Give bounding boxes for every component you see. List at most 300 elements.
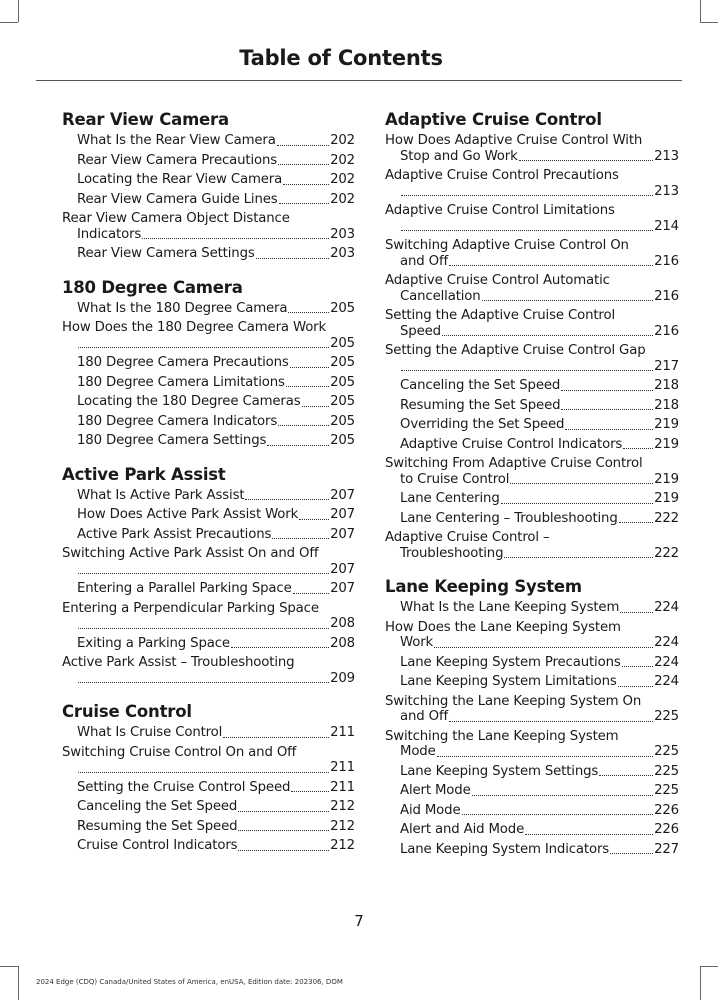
dot-leader [291, 790, 329, 792]
dot-leader [142, 237, 329, 239]
entry-title-line: 180 Degree Camera Limitations [77, 374, 285, 390]
entry-leader-row [77, 414, 355, 430]
entry-page-number: 207 [330, 507, 355, 522]
dot-leader [238, 829, 329, 831]
entry-leader-row [400, 600, 679, 616]
entry-leader-row [77, 488, 355, 504]
dot-leader [78, 627, 329, 629]
entry-page-number: 219 [654, 436, 679, 452]
entry-page-number: 224 [654, 635, 679, 650]
entry-page-number: 205 [330, 355, 355, 370]
entry-page-number: 216 [654, 323, 679, 339]
toc-entry[interactable] [62, 601, 355, 632]
entry-title-line: Exiting a Parking Space [77, 635, 230, 651]
entry-leader-row [400, 635, 679, 651]
entry-page-number: 214 [654, 218, 679, 234]
entry-leader-row [77, 355, 355, 371]
dot-leader [78, 681, 329, 683]
dot-leader [401, 369, 653, 371]
toc-entry[interactable] [385, 168, 679, 199]
entry-page-number: 212 [330, 799, 355, 814]
entry-leader-row [77, 227, 355, 243]
dot-leader [78, 346, 329, 348]
toc-entry[interactable] [385, 803, 679, 819]
dot-leader [245, 498, 329, 500]
entry-title-line: Alert and Aid Mode [400, 822, 525, 837]
entry-title-line: Work [400, 635, 434, 650]
dot-leader [565, 428, 653, 430]
toc-entry[interactable] [62, 433, 355, 449]
entry-title-line: Setting the Cruise Control Speed [77, 779, 291, 795]
entry-title-line: Setting the Adaptive Cruise Control [385, 308, 615, 323]
entry-leader-row [400, 437, 679, 453]
dot-leader [401, 194, 653, 196]
entry-page-number: 225 [654, 744, 679, 759]
entry-page-number: 225 [654, 783, 679, 798]
entry-page-number: 207 [330, 561, 355, 577]
dot-leader [299, 518, 329, 520]
entry-leader-row [400, 546, 679, 562]
entry-title-line: Lane Keeping System Limitations [400, 674, 617, 689]
crop-mark-bottom-right [700, 966, 718, 967]
toc-entry[interactable] [62, 375, 355, 391]
entry-page-number: 205 [330, 413, 355, 429]
entry-page-number: 211 [330, 760, 355, 775]
dot-leader [238, 849, 329, 851]
toc-entry[interactable] [385, 491, 679, 507]
entry-leader-row [77, 133, 355, 149]
entry-leader-row [400, 219, 679, 235]
dot-leader [290, 366, 329, 368]
dot-leader [277, 144, 329, 146]
entry-page-number: 203 [330, 246, 355, 261]
toc-entry[interactable] [385, 620, 679, 651]
toc-entry[interactable] [62, 355, 355, 371]
dot-leader [283, 183, 329, 185]
entry-leader-row [77, 394, 355, 410]
entry-leader-row [400, 149, 679, 165]
entry-page-number: 202 [330, 191, 355, 207]
dot-leader [437, 755, 653, 757]
entry-leader-row [400, 744, 679, 760]
entry-page-number: 222 [654, 545, 679, 561]
entry-leader-row [77, 760, 355, 776]
dot-leader [401, 229, 653, 231]
dot-leader [620, 611, 653, 613]
entry-title-line: Rear View Camera Guide Lines [77, 191, 278, 207]
entry-page-number: 213 [654, 148, 679, 164]
dot-leader [293, 592, 329, 594]
entry-title-line: and Off [400, 253, 449, 269]
toc-entry[interactable] [62, 581, 355, 597]
dot-leader [231, 646, 329, 648]
toc-entry[interactable] [62, 211, 355, 242]
dot-leader [462, 813, 654, 815]
dot-leader [449, 264, 653, 266]
entry-title-line: How Does Adaptive Cruise Control With [385, 133, 643, 148]
toc-entry[interactable] [62, 819, 355, 835]
entry-title-line: Resuming the Set Speed [77, 818, 238, 834]
toc-entry[interactable] [62, 546, 355, 577]
entry-title-line: 180 Degree Camera Precautions [77, 355, 289, 370]
entry-page-number: 224 [654, 600, 679, 615]
toc-entry[interactable] [385, 511, 679, 527]
toc-entry[interactable] [62, 745, 355, 776]
entry-leader-row [77, 780, 355, 796]
dot-leader [78, 771, 329, 773]
entry-leader-row [77, 336, 355, 352]
section-heading: Adaptive Cruise Control [385, 110, 602, 129]
toc-entry[interactable] [62, 799, 355, 815]
dot-leader [618, 685, 653, 687]
entry-leader-row [400, 655, 679, 671]
entry-title-line: Cancellation [400, 288, 481, 304]
entry-title-line: Adaptive Cruise Control Limitations [385, 203, 615, 218]
page-number: 7 [354, 912, 364, 930]
crop-mark-top-left-v [18, 0, 19, 22]
dot-leader [434, 646, 653, 648]
toc-entry[interactable] [385, 398, 679, 414]
toc-entry[interactable] [385, 674, 679, 690]
dot-leader [610, 852, 653, 854]
entry-title-line: Switching Cruise Control On and Off [62, 744, 297, 760]
entry-page-number: 212 [330, 838, 355, 853]
entry-title-line: Active Park Assist Precautions [77, 526, 272, 542]
entry-title-line: What Is the Rear View Camera [77, 133, 276, 148]
entry-title-line: Entering a Parallel Parking Space [77, 581, 292, 596]
entry-leader-row [77, 581, 355, 597]
entry-leader-row [77, 433, 355, 449]
toc-entry[interactable] [62, 780, 355, 796]
entry-page-number: 218 [654, 378, 679, 393]
entry-title-line: Active Park Assist – Troubleshooting [62, 655, 295, 670]
entry-title-line: Switching the Lane Keeping System [385, 728, 619, 744]
entry-title-line: Cruise Control Indicators [77, 838, 238, 853]
toc-entry[interactable] [62, 246, 355, 262]
dot-leader [267, 444, 329, 446]
entry-title-line: How Does Active Park Assist Work [77, 507, 299, 522]
dot-leader [525, 833, 653, 835]
dot-leader [619, 521, 653, 523]
entry-leader-row [400, 709, 679, 725]
entry-title-line: Mode [400, 744, 436, 759]
entry-leader-row [77, 616, 355, 632]
toc-entry[interactable] [62, 414, 355, 430]
entry-title-line: and Off [400, 709, 449, 724]
crop-mark-bottom-left-v [18, 966, 19, 1000]
crop-mark-bottom-left [0, 966, 18, 967]
entry-page-number: 213 [654, 183, 679, 199]
entry-page-number: 226 [654, 822, 679, 837]
entry-leader-row [400, 674, 679, 690]
entry-leader-row [400, 783, 679, 799]
entry-page-number: 212 [330, 818, 355, 834]
entry-leader-row [77, 671, 355, 687]
entry-page-number: 225 [654, 763, 679, 779]
entry-leader-row [400, 378, 679, 394]
toc-entry[interactable] [62, 527, 355, 543]
entry-leader-row [77, 799, 355, 815]
entry-leader-row [77, 301, 355, 317]
entry-page-number: 224 [654, 674, 679, 689]
toc-section [62, 278, 355, 449]
toc-entry[interactable] [62, 838, 355, 854]
toc-entry[interactable] [385, 694, 679, 725]
dot-leader [78, 572, 329, 574]
entry-page-number: 205 [330, 374, 355, 390]
section-heading: Lane Keeping System [385, 577, 582, 596]
dot-leader [519, 159, 653, 161]
entry-title-line: Aid Mode [400, 802, 461, 818]
entry-page-number: 202 [330, 172, 355, 187]
dot-leader [510, 482, 653, 484]
entry-leader-row [77, 819, 355, 835]
toc-entry[interactable] [385, 203, 679, 234]
entry-leader-row [77, 507, 355, 523]
entry-title-line: Troubleshooting [400, 545, 504, 561]
entry-page-number: 205 [330, 394, 355, 409]
toc-entry[interactable] [62, 301, 355, 317]
dot-leader [501, 502, 653, 504]
toc-entry[interactable] [385, 417, 679, 433]
dot-leader [272, 537, 329, 539]
toc-entry[interactable] [62, 153, 355, 169]
dot-leader [561, 408, 653, 410]
dot-leader [449, 720, 653, 722]
entry-page-number: 227 [654, 841, 679, 857]
entry-page-number: 202 [330, 152, 355, 168]
entry-leader-row [77, 172, 355, 188]
entry-title-line: Adaptive Cruise Control Automatic [385, 273, 610, 288]
entry-leader-row [400, 491, 679, 507]
entry-leader-row [400, 822, 679, 838]
entry-leader-row [400, 803, 679, 819]
entry-page-number: 205 [330, 300, 355, 316]
dot-leader [622, 665, 653, 667]
dot-leader [442, 334, 653, 336]
toc-section [385, 110, 679, 561]
toc-entry[interactable] [62, 488, 355, 504]
toc-entry[interactable] [385, 842, 679, 858]
toc-entry[interactable] [385, 437, 679, 453]
entry-title-line: Setting the Adaptive Cruise Control Gap [385, 343, 646, 358]
dot-leader [288, 311, 329, 313]
page-title: Table of Contents [239, 46, 443, 70]
dot-leader [238, 810, 329, 812]
toc-section [385, 577, 679, 857]
crop-mark-top-right-v [700, 0, 701, 22]
entry-leader-row [400, 324, 679, 340]
entry-page-number: 207 [330, 526, 355, 542]
toc-entry[interactable] [385, 378, 679, 394]
dot-leader [504, 556, 653, 558]
entry-leader-row [77, 636, 355, 652]
entry-page-number: 207 [330, 487, 355, 503]
dot-leader [302, 405, 330, 407]
entry-title-line: Lane Keeping System Settings [400, 763, 599, 779]
entry-page-number: 208 [330, 616, 355, 631]
dot-leader [286, 385, 329, 387]
entry-page-number: 222 [654, 510, 679, 526]
entry-page-number: 205 [330, 335, 355, 351]
toc-section [62, 702, 355, 854]
toc-entry[interactable] [385, 343, 679, 374]
entry-page-number: 219 [654, 471, 679, 487]
entry-title-line: to Cruise Control [400, 471, 510, 487]
toc-entry[interactable] [62, 192, 355, 208]
toc-section [62, 465, 355, 687]
entry-title-line: Lane Centering [400, 491, 500, 506]
toc-entry[interactable] [385, 729, 679, 760]
entry-title-line: How Does the 180 Degree Camera Work [62, 320, 327, 335]
dot-leader [472, 794, 653, 796]
toc-entry[interactable] [385, 822, 679, 838]
entry-title-line: What Is Active Park Assist [77, 487, 245, 503]
entry-leader-row [400, 254, 679, 270]
entry-title-line: Switching Adaptive Cruise Control On [385, 238, 629, 253]
toc-entry[interactable] [385, 655, 679, 671]
entry-leader-row [400, 511, 679, 527]
entry-page-number: 224 [654, 654, 679, 670]
dot-leader [278, 163, 329, 165]
toc-entry[interactable] [62, 133, 355, 149]
dot-leader [482, 299, 654, 301]
entry-page-number: 226 [654, 802, 679, 818]
entry-title-line: Rear View Camera Object Distance [62, 211, 290, 226]
entry-leader-row [77, 838, 355, 854]
entry-title-line: Alert Mode [400, 783, 471, 798]
entry-page-number: 219 [654, 491, 679, 506]
entry-page-number: 217 [654, 358, 679, 374]
entry-title-line: Lane Keeping System Precautions [400, 654, 621, 670]
entry-leader-row [400, 359, 679, 375]
entry-title-line: How Does the Lane Keeping System [385, 619, 621, 635]
entry-leader-row [400, 398, 679, 414]
toc-entry[interactable] [62, 725, 355, 741]
entry-title-line: Indicators [77, 226, 142, 242]
toc-entry[interactable] [62, 320, 355, 351]
entry-leader-row [400, 184, 679, 200]
entry-page-number: 209 [330, 670, 355, 686]
entry-leader-row [77, 375, 355, 391]
entry-leader-row [400, 289, 679, 305]
entry-title-line: Canceling the Set Speed [400, 378, 561, 393]
entry-title-line: Adaptive Cruise Control Indicators [400, 436, 623, 452]
entry-title-line: Adaptive Cruise Control Precautions [385, 168, 619, 183]
dot-leader [278, 424, 329, 426]
toc-section [62, 110, 355, 262]
entry-title-line: Overriding the Set Speed [400, 417, 565, 432]
entry-page-number: 202 [330, 133, 355, 148]
entry-title-line: Speed [400, 323, 441, 339]
toc-entry[interactable] [62, 507, 355, 523]
entry-title-line: Switching the Lane Keeping System On [385, 693, 642, 709]
entry-leader-row [400, 842, 679, 858]
toc-entry[interactable] [62, 394, 355, 410]
toc-entry[interactable] [62, 172, 355, 188]
toc-entry[interactable] [385, 273, 679, 304]
entry-title-line: Canceling the Set Speed [77, 799, 238, 814]
entry-page-number: 216 [654, 288, 679, 304]
entry-title-line: Lane Centering – Troubleshooting [400, 510, 618, 526]
toc-left-column [62, 110, 355, 870]
entry-title-line: Locating the 180 Degree Cameras [77, 394, 301, 409]
entry-title-line: 180 Degree Camera Settings [77, 433, 267, 448]
footer-edition-info: 2024 Edge (CDQ) Canada/United States of America, enUSA, Edition date: 202306, DOM [36, 978, 343, 986]
crop-mark-bottom-right-v [700, 966, 701, 1000]
title-divider [36, 80, 682, 81]
entry-page-number: 218 [654, 397, 679, 413]
dot-leader [256, 257, 329, 259]
entry-leader-row [77, 153, 355, 169]
toc-entry[interactable] [385, 133, 679, 164]
entry-leader-row [400, 764, 679, 780]
entry-page-number: 225 [654, 709, 679, 724]
toc-entry[interactable] [385, 600, 679, 616]
toc-entry[interactable] [385, 308, 679, 339]
entry-leader-row [77, 725, 355, 741]
entry-title-line: Lane Keeping System Indicators [400, 841, 610, 857]
dot-leader [623, 447, 653, 449]
entry-title-line: Adaptive Cruise Control – [385, 530, 550, 545]
dot-leader [223, 736, 329, 738]
toc-right-column [385, 110, 679, 873]
entry-title-line: Switching Active Park Assist On and Off [62, 546, 319, 561]
entry-leader-row [77, 527, 355, 543]
entry-title-line: What Is the 180 Degree Camera [77, 300, 288, 316]
entry-page-number: 207 [330, 581, 355, 596]
dot-leader [279, 202, 329, 204]
entry-title-line: Resuming the Set Speed [400, 397, 561, 413]
entry-title-line: 180 Degree Camera Indicators [77, 413, 278, 429]
entry-title-line: Switching From Adaptive Cruise Control [385, 456, 643, 471]
toc-entry[interactable] [62, 636, 355, 652]
entry-page-number: 216 [654, 253, 679, 269]
crop-mark-top-right [700, 22, 718, 23]
entry-title-line: Rear View Camera Precautions [77, 152, 278, 168]
entry-page-number: 211 [330, 725, 355, 740]
entry-title-line: Stop and Go Work [400, 148, 518, 164]
dot-leader [561, 389, 653, 391]
entry-page-number: 208 [330, 635, 355, 651]
toc-entry[interactable] [385, 456, 679, 487]
entry-page-number: 203 [330, 226, 355, 242]
toc-entry[interactable] [62, 655, 355, 686]
entry-title-line: What Is Cruise Control [77, 725, 223, 740]
section-heading: Cruise Control [62, 702, 192, 721]
toc-entry[interactable] [385, 783, 679, 799]
entry-leader-row [400, 417, 679, 433]
entry-page-number: 205 [330, 433, 355, 448]
section-heading: 180 Degree Camera [62, 277, 243, 297]
toc-entry[interactable] [385, 764, 679, 780]
entry-title-line: What Is the Lane Keeping System [400, 600, 620, 615]
entry-leader-row [400, 472, 679, 488]
entry-title-line: Entering a Perpendicular Parking Space [62, 600, 319, 616]
toc-entry[interactable] [385, 530, 679, 561]
dot-leader [599, 774, 653, 776]
entry-leader-row [77, 246, 355, 262]
entry-leader-row [77, 562, 355, 578]
crop-mark-top-left [0, 22, 18, 23]
entry-title-line: Rear View Camera Settings [77, 246, 255, 261]
entry-leader-row [77, 192, 355, 208]
section-heading: Active Park Assist [62, 464, 226, 484]
entry-page-number: 219 [654, 417, 679, 432]
entry-page-number: 211 [330, 779, 355, 795]
entry-title-line: Locating the Rear View Camera [77, 172, 283, 187]
toc-entry[interactable] [385, 238, 679, 269]
